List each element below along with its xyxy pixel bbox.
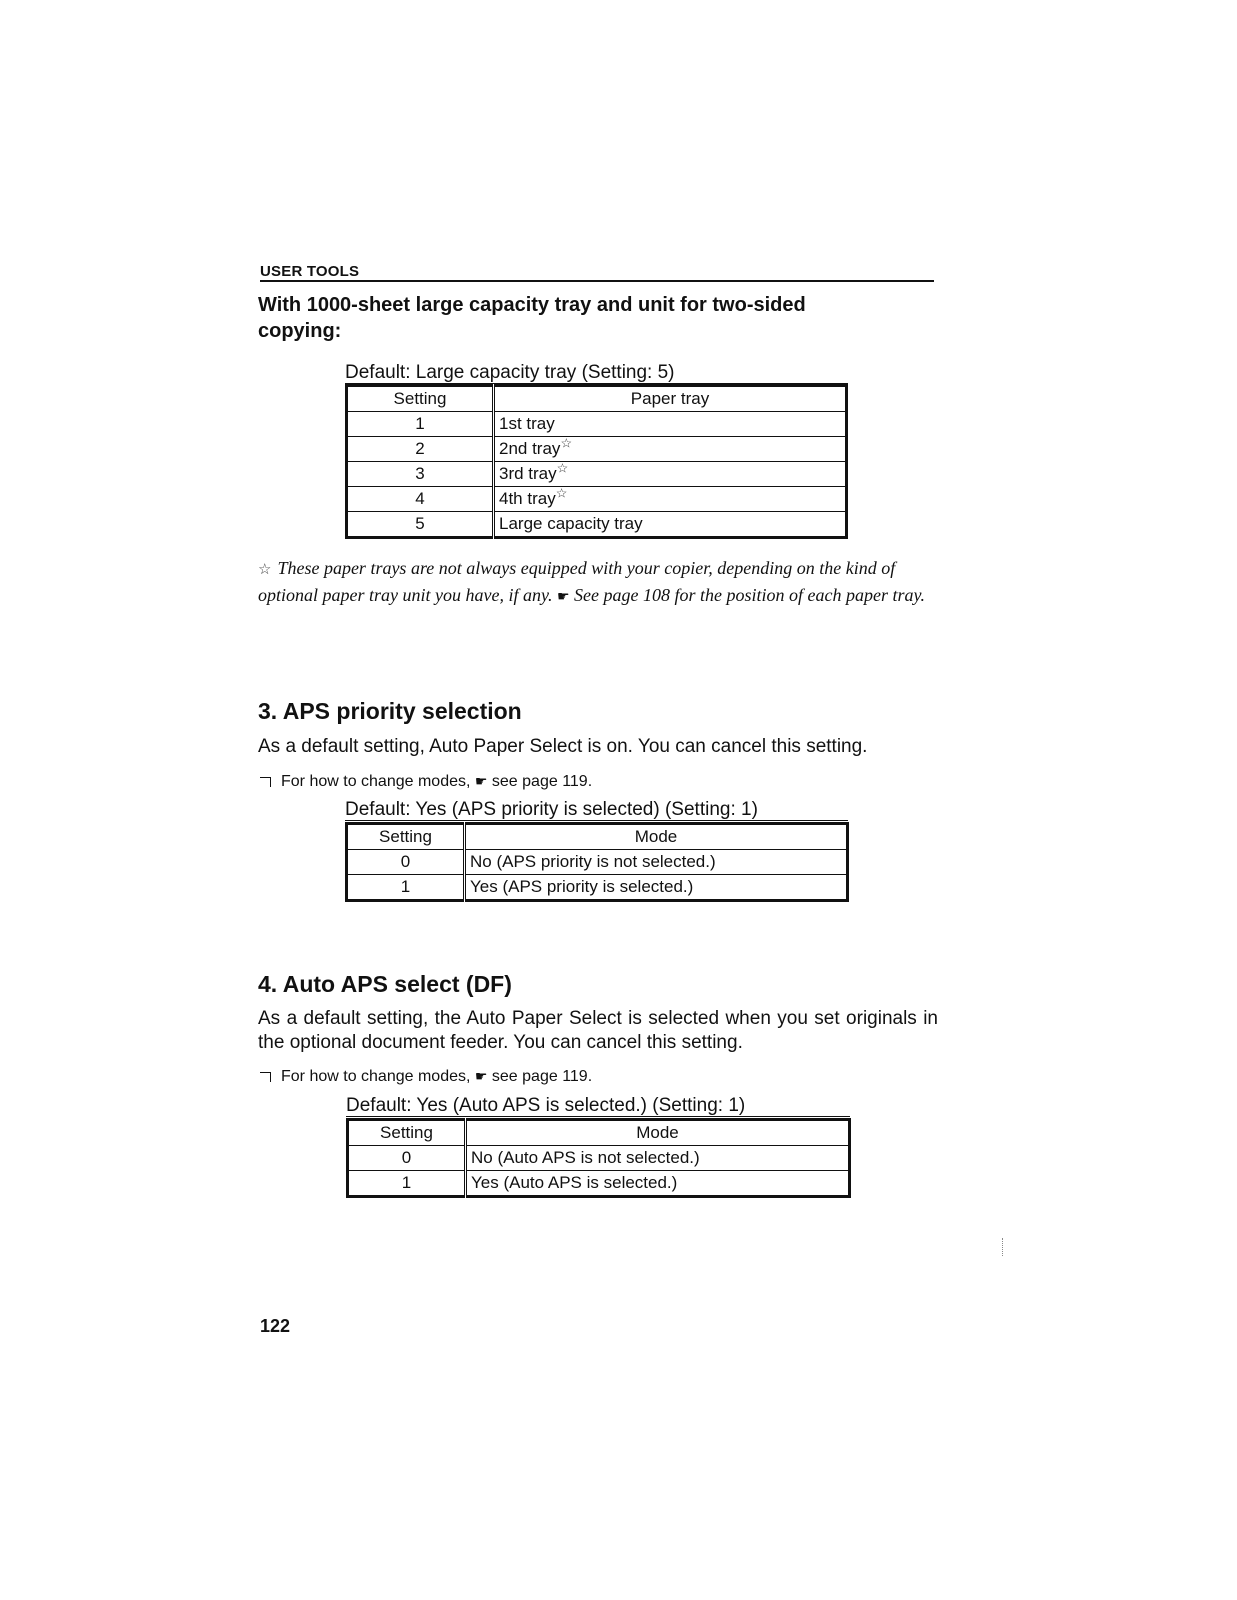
table-row <box>347 412 847 437</box>
header-mode: Mode <box>465 824 848 850</box>
setting-cell: 1 <box>347 412 494 437</box>
table-row <box>347 437 847 462</box>
table-header-row <box>347 386 847 412</box>
mode-cell: Yes (Auto APS is selected.) <box>466 1171 850 1197</box>
mode-cell: No (APS priority is not selected.) <box>465 850 848 875</box>
paper-tray-label: 4th tray <box>499 489 556 508</box>
footnote-text-after: See page 108 for the position of each paper tray. <box>574 585 925 605</box>
setting-cell: 2 <box>347 437 494 462</box>
header-paper-tray: Paper tray <box>494 386 847 412</box>
table-row <box>347 850 848 875</box>
aps-priority-note <box>260 771 592 792</box>
aps-priority-body: As a default setting, Auto Paper Select is on. You can cancel this setting. <box>258 736 868 757</box>
paper-tray-label: Large capacity tray <box>499 514 643 533</box>
pointing-hand-icon: ☛ <box>474 773 488 789</box>
table-header-row <box>348 1120 850 1146</box>
setting-cell: 4 <box>347 487 494 512</box>
header-setting: Setting <box>348 1120 466 1146</box>
paper-tray-label: 3rd tray <box>499 464 557 483</box>
star-icon: ☆ <box>560 435 573 451</box>
auto-aps-default: Default: Yes (Auto APS is selected.) (Setting: 1) <box>346 1095 746 1116</box>
table-row <box>347 487 847 512</box>
header-setting: Setting <box>347 386 494 412</box>
auto-aps-table <box>346 1118 851 1198</box>
setting-cell: 3 <box>347 462 494 487</box>
setting-cell: 1 <box>347 875 465 901</box>
aps-priority-title: 3. APS priority selection <box>258 698 522 724</box>
mode-cell: Yes (APS priority is selected.) <box>465 875 848 901</box>
paper-tray-table <box>345 384 848 539</box>
paper-tray-label: 2nd tray <box>499 439 561 458</box>
note-text-after: see page 119. <box>491 773 593 790</box>
tray-footnote <box>258 556 938 610</box>
star-icon: ☆ <box>258 562 272 578</box>
page-number: 122 <box>260 1316 291 1336</box>
table-row <box>347 875 848 901</box>
paper-tray-cell <box>494 462 847 487</box>
aps-priority-default: Default: Yes (APS priority is selected) (Setting: 1) <box>345 799 758 820</box>
note-text-after: see page 119. <box>491 1068 593 1085</box>
mode-cell: No (Auto APS is not selected.) <box>466 1146 850 1171</box>
setting-cell: 0 <box>348 1146 466 1171</box>
note-bracket-icon <box>260 1072 271 1082</box>
aps-priority-table <box>345 822 849 902</box>
note-text-before: For how to change modes, <box>281 773 471 790</box>
star-icon: ☆ <box>555 485 568 501</box>
auto-aps-title: 4. Auto APS select (DF) <box>258 971 512 997</box>
pointing-hand-icon: ☛ <box>556 590 570 605</box>
two-sided-default: Default: Large capacity tray (Setting: 5) <box>345 362 675 383</box>
header-mode: Mode <box>466 1120 850 1146</box>
note-text-before: For how to change modes, <box>281 1068 471 1085</box>
table-row <box>347 462 847 487</box>
auto-aps-note <box>260 1066 592 1087</box>
header-rule <box>260 280 934 282</box>
setting-cell: 1 <box>348 1171 466 1197</box>
two-sided-heading: With 1000-sheet large capacity tray and unit for two-sided copying: <box>258 294 806 342</box>
setting-cell: 5 <box>347 512 494 538</box>
paper-tray-cell <box>494 512 847 538</box>
table-row <box>348 1146 850 1171</box>
setting-cell: 0 <box>347 850 465 875</box>
note-bracket-icon <box>260 777 271 787</box>
margin-mark <box>1002 1238 1003 1256</box>
footnote-text-before: These paper trays are not always equipped with your copier, depending on the kind of optional paper tray unit you have, if any. <box>258 558 896 605</box>
table-row <box>348 1171 850 1197</box>
paper-tray-cell <box>494 487 847 512</box>
paper-tray-cell <box>494 412 847 437</box>
aps-priority-default-underline <box>345 820 848 821</box>
paper-tray-cell <box>494 437 847 462</box>
auto-aps-body: As a default setting, the Auto Paper Select is selected when you set originals in the optional document feeder. You can cancel this setting. <box>258 1008 938 1053</box>
table-row <box>347 512 847 538</box>
running-header: USER TOOLS <box>260 263 360 280</box>
table-header-row <box>347 824 848 850</box>
paper-tray-label: 1st tray <box>499 414 555 433</box>
star-icon: ☆ <box>556 460 569 476</box>
pointing-hand-icon: ☛ <box>474 1068 488 1084</box>
header-setting: Setting <box>347 824 465 850</box>
auto-aps-default-underline <box>346 1116 850 1117</box>
